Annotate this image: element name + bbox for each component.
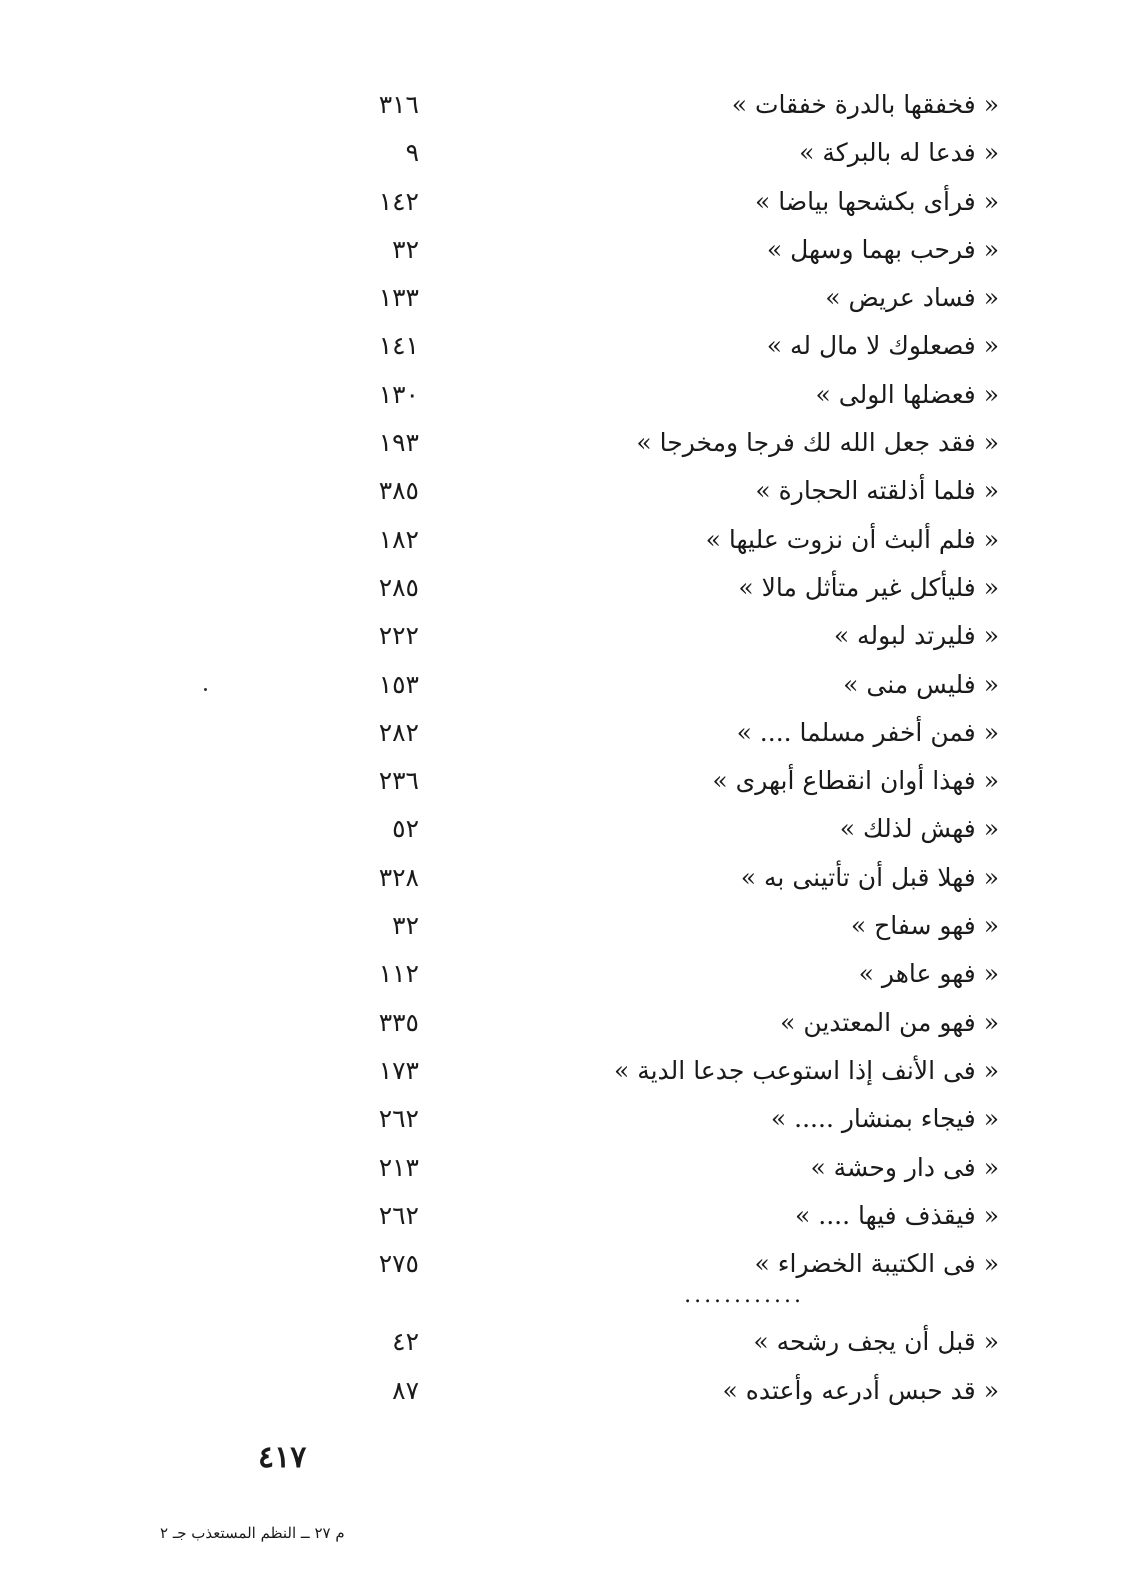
list-item [0,951,1139,999]
page-number: ٤١٧ [258,1440,307,1475]
list-item [0,420,1139,468]
entry-phrase: « فهو سفاح » [850,911,999,941]
entry-page: ١١٢ [378,959,419,989]
list-item [0,1000,1139,1048]
list-item [0,372,1139,420]
entry-page: ١٤١ [378,331,419,361]
entry-page: ١٥٣ [378,669,419,699]
list-item [0,227,1139,275]
entry-page: ١٧٣ [378,1055,419,1085]
entry-page: ٢٢٢ [378,621,419,651]
footer-signature: م ٢٧ ــ النظم المستعذب جـ ٢ [160,1524,345,1542]
entry-phrase: « فهذا أوان انقطاع أبهرى » [712,766,999,796]
entry-phrase: « فرأى بكشحها بياضا » [755,186,999,216]
entry-page: ٢٧٥ [378,1249,419,1279]
list-item [0,662,1139,710]
list-item [0,1319,1139,1367]
entry-page: ١٨٢ [378,524,419,554]
list-item [0,758,1139,806]
entry-phrase: « فصعلوك لا مال له » [766,331,999,361]
entry-phrase: « فليس منى » [843,669,999,699]
list-item [0,275,1139,323]
list-item [0,1096,1139,1144]
entry-phrase: « فيقذف فيها .... » [795,1200,999,1230]
entry-phrase: « قبل أن يجف رشحه » [753,1327,999,1357]
list-item [0,179,1139,227]
entry-page: ٣٣٥ [378,1007,419,1037]
entry-phrase: « فساد عريض » [825,283,999,313]
entry-phrase: « فهو عاهر » [858,959,999,989]
entry-phrase: « قد حبس أدرعه وأعتده » [722,1375,999,1405]
entry-phrase: « فلم ألبث أن نزوت عليها » [705,524,999,554]
list-item [0,806,1139,854]
entry-phrase: « فيجاء بمنشار ..... » [770,1104,999,1134]
entry-page: ١٤٢ [378,186,419,216]
entry-phrase: « فرحب بهما وسهل » [766,234,999,264]
entry-phrase: « فى الأنف إذا استوعب جدعا الدية » [613,1055,999,1085]
entry-phrase: « فهلا قبل أن تأتينى به » [740,862,999,892]
list-item [0,565,1139,613]
list-item [0,130,1139,178]
list-item [0,1048,1139,1096]
entry-page: ٢٦٢ [378,1200,419,1230]
list-item [0,1193,1139,1241]
list-item [0,517,1139,565]
ink-speck [204,688,207,691]
entry-page: ١٩٣ [378,428,419,458]
entry-phrase: « فعضلها الولى » [815,379,999,409]
index-list [0,82,1139,1416]
entry-page: ٣٢٨ [378,862,419,892]
entry-page: ٢٨٢ [378,717,419,747]
entry-phrase: « فدعا له بالبركة » [799,138,999,168]
list-item [0,855,1139,903]
entry-phrase: « فليأكل غير متأثل مالا » [738,572,999,602]
entry-page: ٩ [405,138,419,168]
entry-page: ٤٢ [392,1327,419,1357]
entry-phrase: « فهو من المعتدين » [780,1007,999,1037]
entry-page: ٣٢ [392,911,419,941]
entry-page: ١٣٣ [378,283,419,313]
entry-page: ٣٨٥ [378,476,419,506]
entry-page: ٢٣٦ [378,766,419,796]
entry-page: ٣٢ [392,234,419,264]
entry-phrase: « فلما أذلقته الحجارة » [755,476,999,506]
entry-phrase: « فقد جعل الله لك فرجا ومخرجا » [636,428,999,458]
list-item [0,1145,1139,1193]
list-item [0,323,1139,371]
entry-page: ٥٢ [392,814,419,844]
list-item [0,1368,1139,1416]
entry-page: ٣١٦ [378,90,419,119]
list-item [0,82,1139,130]
entry-page: ٢٦٢ [378,1104,419,1134]
entry-phrase: « فى دار وحشة » [810,1152,999,1182]
entry-page: ٢٨٥ [378,572,419,602]
entry-phrase: « فى الكتيبة الخضراء » [754,1249,999,1279]
list-item [0,468,1139,516]
entry-phrase: « فخفقها بالدرة خفقات » [731,90,999,119]
list-item [0,1241,1139,1289]
entry-page: ٨٧ [392,1375,419,1405]
entry-page: ٢١٣ [378,1152,419,1182]
dotted-separator: ............ [684,1283,804,1309]
entry-page: ١٣٠ [378,379,419,409]
section-divider [0,1283,1139,1319]
entry-phrase: « فليرتد لبوله » [833,621,999,651]
entry-phrase: « فهش لذلك » [839,814,999,844]
list-item [0,710,1139,758]
list-item [0,613,1139,661]
entry-phrase: « فمن أخفر مسلما .... » [736,717,999,747]
list-item [0,903,1139,951]
